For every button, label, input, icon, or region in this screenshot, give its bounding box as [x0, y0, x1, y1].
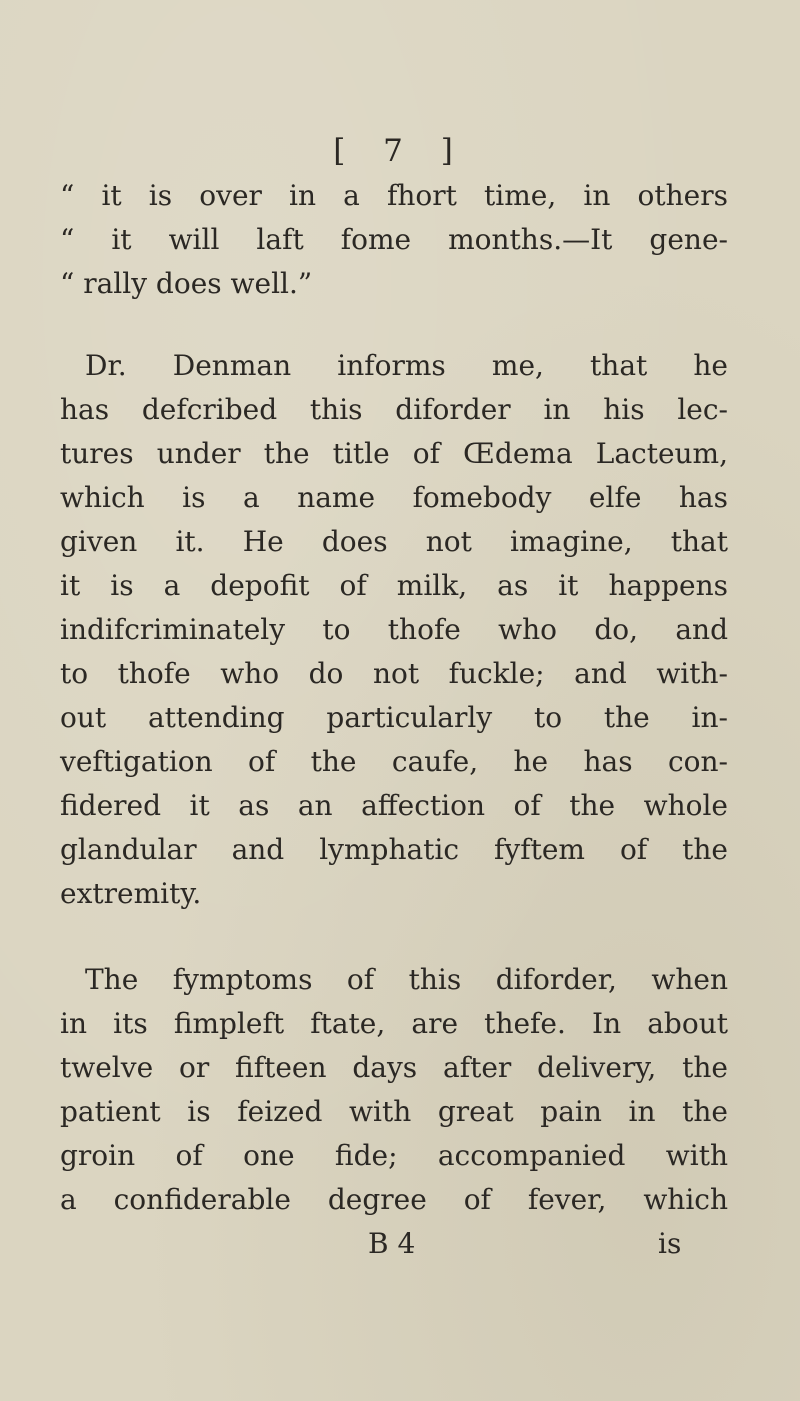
- text-line: in its fimpleft ftate, are thefe. In about: [60, 1007, 728, 1040]
- text-line: “ it is over in a fhort time, in others: [60, 179, 728, 212]
- text-line: tures under the title of Œdema Lacteum,: [60, 437, 728, 470]
- text-line: to thofe who do not fuckle; and with-: [60, 657, 728, 690]
- text-line: extremity.: [60, 877, 202, 910]
- text-line: twelve or fifteen days after delivery, the: [60, 1051, 728, 1084]
- text-line: fidered it as an affection of the whole: [60, 789, 728, 822]
- text-line: it is a depofit of milk, as it happens: [60, 569, 728, 602]
- text-line: The fymptoms of this diforder, when: [85, 963, 728, 996]
- text-line: a confiderable degree of fever, which: [60, 1183, 728, 1216]
- signature-mark: B 4: [368, 1227, 416, 1260]
- text-line: “ rally does well.”: [60, 267, 313, 300]
- text-line: Dr. Denman informs me, that he: [85, 349, 728, 382]
- text-line: “ it will laft fome months.—It gene-: [60, 223, 728, 256]
- text-line: glandular and lymphatic fyftem of the: [60, 833, 728, 866]
- text-line: which is a name fomebody elfe has: [60, 481, 728, 514]
- text-line: groin of one fide; accompanied with: [60, 1139, 728, 1172]
- page-footer: [0, 1222, 800, 1266]
- catchword: is: [658, 1227, 682, 1260]
- page-number: [ 7 ]: [333, 133, 467, 169]
- text-line: veftigation of the caufe, he has con-: [60, 745, 728, 778]
- text-line: indifcriminately to thofe who do, and: [60, 613, 728, 646]
- text-line: patient is feized with great pain in the: [60, 1095, 728, 1128]
- text-line: given it. He does not imagine, that: [60, 525, 728, 558]
- text-line: has defcribed this diforder in his lec-: [60, 393, 728, 426]
- text-line: out attending particularly to the in-: [60, 701, 728, 734]
